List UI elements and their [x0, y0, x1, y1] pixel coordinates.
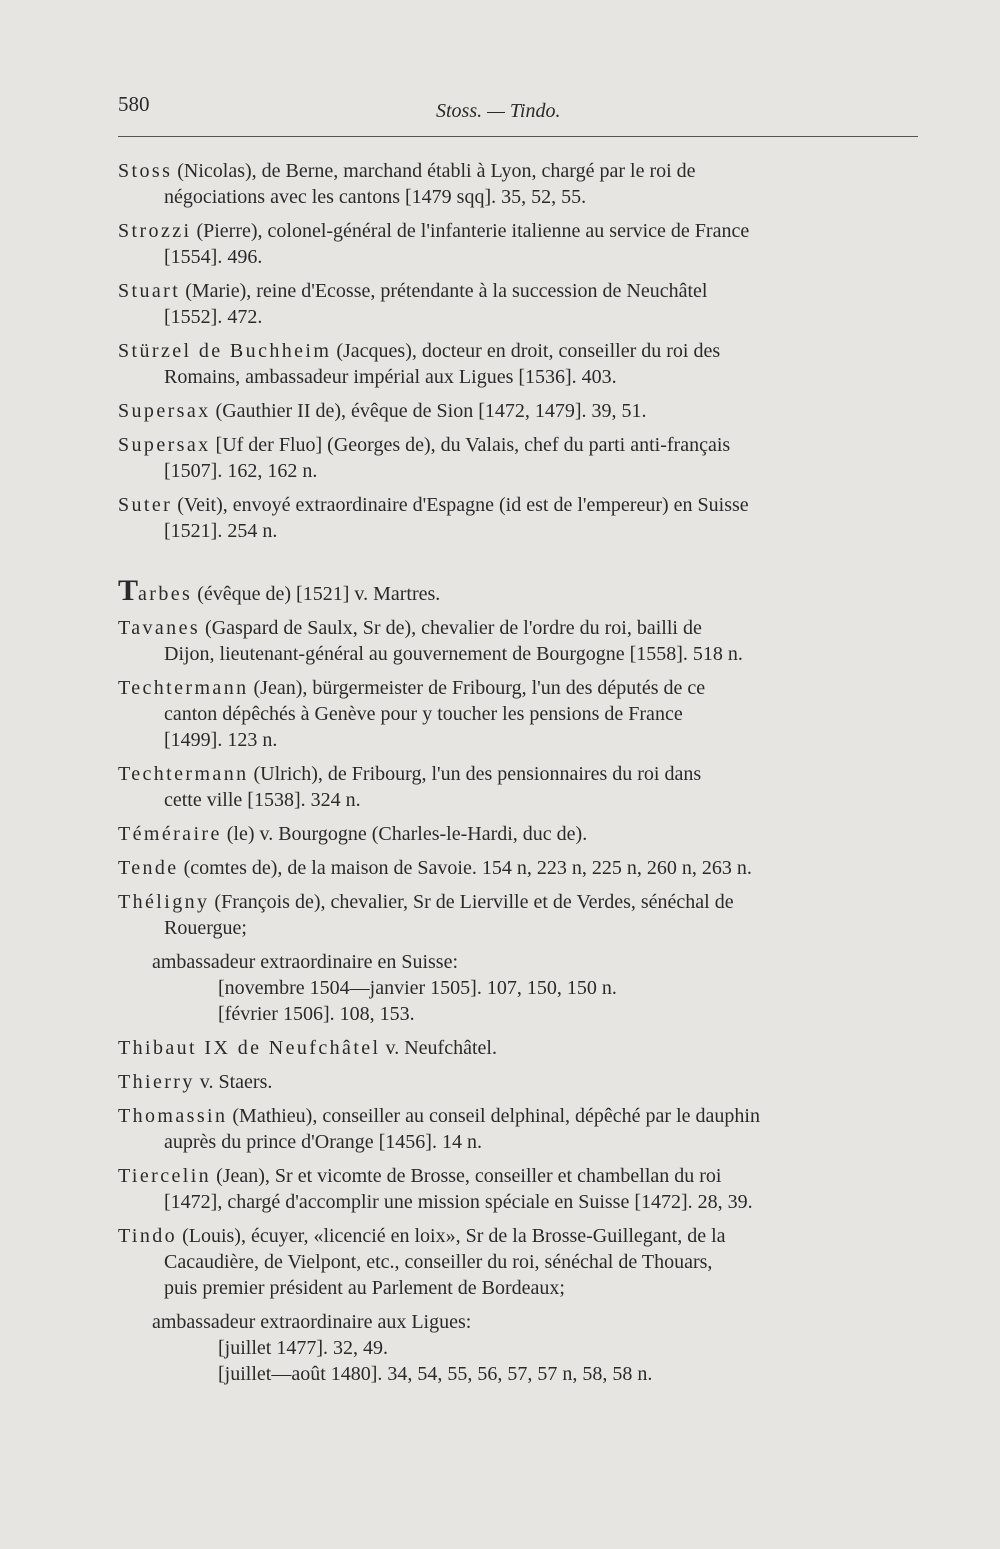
- entry-continuation-line: [118, 1249, 910, 1275]
- entry-first-line: [118, 492, 910, 518]
- entry-headword: Thibaut IX de Neufchâtel: [118, 1037, 381, 1059]
- entry-headword: Thomassin: [118, 1105, 228, 1127]
- entry-text: (Jacques), docteur en droit, conseiller du roi des: [336, 340, 721, 362]
- entry-text: (Louis), écuyer, «licencié en loix», Sr de la Brosse-Guillegant, de la: [182, 1225, 726, 1247]
- sub-entry: [118, 1309, 910, 1387]
- index-entry: [118, 1223, 910, 1301]
- index-entry: [118, 398, 910, 424]
- index-block-s: [118, 158, 910, 552]
- entry-continuation-line: [118, 1129, 910, 1155]
- entry-first-line: [118, 432, 910, 458]
- entry-text: [Uf der Fluo] (Georges de), du Valais, chef du parti anti-français: [215, 434, 731, 456]
- entry-first-line: [118, 158, 910, 184]
- index-entry: [118, 761, 910, 813]
- entry-text: auprès du prince d'Orange [1456]. 14 n.: [164, 1131, 482, 1153]
- index-entry: [118, 1035, 910, 1061]
- entry-headword: Tindo: [118, 1225, 178, 1247]
- entry-headword: Supersax: [118, 400, 211, 422]
- entry-headword: Tiercelin: [118, 1165, 212, 1187]
- sub-item: [juillet 1477]. 32, 49.: [218, 1337, 388, 1359]
- entry-text: Romains, ambassadeur impérial aux Ligues [1536]. 403.: [164, 366, 617, 388]
- sub-heading: ambassadeur extraordinaire aux Ligues:: [152, 1311, 472, 1333]
- entry-text: (Ulrich), de Fribourg, l'un des pensionnaires du roi dans: [253, 763, 702, 785]
- entry-headword: Théligny: [118, 891, 210, 913]
- entry-text: (Jean), bürgermeister de Fribourg, l'un des députés de ce: [253, 677, 706, 699]
- entry-text: cette ville [1538]. 324 n.: [164, 789, 361, 811]
- entry-continuation-line: [118, 727, 910, 753]
- index-entry: [118, 1069, 910, 1095]
- index-entry: [118, 855, 910, 881]
- entry-first-line: [118, 855, 910, 881]
- entry-text: [1507]. 162, 162 n.: [164, 460, 318, 482]
- sub-item: [juillet—août 1480]. 34, 54, 55, 56, 57, 57 n, 58, 58 n.: [218, 1363, 653, 1385]
- index-entry: [118, 218, 910, 270]
- entry-headword: Stoss: [118, 160, 173, 182]
- entry-text: Cacaudière, de Vielpont, etc., conseiller du roi, sénéchal de Thouars,: [164, 1251, 713, 1273]
- entry-continuation-line: [118, 518, 910, 544]
- index-entry: [118, 675, 910, 753]
- index-entry: [118, 492, 910, 544]
- index-entry-tarbes: [118, 578, 910, 607]
- entry-first-line: [118, 578, 910, 607]
- sub-item: [février 1506]. 108, 153.: [218, 1003, 415, 1025]
- entry-continuation-line: [118, 787, 910, 813]
- running-title: Stoss. — Tindo.: [436, 100, 561, 122]
- entry-headword: Supersax: [118, 434, 211, 456]
- entry-text: (Veit), envoyé extraordinaire d'Espagne (id est de l'empereur) en Suisse: [177, 494, 749, 516]
- entry-continuation-line: [118, 701, 910, 727]
- entry-text: puis premier président au Parlement de Bordeaux;: [164, 1277, 565, 1299]
- index-entry: [118, 1103, 910, 1155]
- entry-first-line: [118, 398, 910, 424]
- entry-continuation-line: [118, 1189, 910, 1215]
- header-rule: [118, 136, 918, 137]
- entry-text: (Pierre), colonel-général de l'infanterie italienne au service de France: [196, 220, 750, 242]
- entry-continuation-line: [118, 244, 910, 270]
- entry-text: [1499]. 123 n.: [164, 729, 278, 751]
- sub-item: [novembre 1504—janvier 1505]. 107, 150, 150 n.: [218, 977, 617, 999]
- index-entry: [118, 615, 910, 667]
- entry-text: (Gauthier II de), évêque de Sion [1472, 1479]. 39, 51.: [215, 400, 647, 422]
- entry-text: canton dépêchés à Genève pour y toucher les pensions de France: [164, 703, 683, 725]
- entry-first-line: [118, 338, 910, 364]
- entry-first-line: [118, 821, 910, 847]
- index-entry: [118, 821, 910, 847]
- entry-headword: Strozzi: [118, 220, 192, 242]
- sub-entry: [118, 949, 910, 1027]
- entry-headword: Stürzel de Buchheim: [118, 340, 332, 362]
- index-block-t: [118, 578, 910, 1395]
- entry-text: négociations avec les cantons [1479 sqq]. 35, 52, 55.: [164, 186, 587, 208]
- entry-continuation-line: [118, 184, 910, 210]
- entry-text: (Jean), Sr et vicomte de Brosse, conseiller et chambellan du roi: [216, 1165, 722, 1187]
- entry-headword: Stuart: [118, 280, 181, 302]
- index-entry: [118, 278, 910, 330]
- entry-text: [1552]. 472.: [164, 306, 263, 328]
- index-entry: [118, 889, 910, 941]
- entry-headword: [118, 578, 193, 607]
- entry-first-line: [118, 761, 910, 787]
- entry-first-line: [118, 1223, 910, 1249]
- entry-first-line: [118, 1163, 910, 1189]
- entry-first-line: [118, 278, 910, 304]
- entry-headword: Tende: [118, 857, 179, 879]
- page-header: [118, 92, 918, 132]
- entry-continuation-line: [118, 915, 910, 941]
- entry-first-line: [118, 615, 910, 641]
- entry-first-line: [118, 675, 910, 701]
- entry-first-line: [118, 1069, 910, 1095]
- entry-first-line: [118, 1103, 910, 1129]
- entry-text: (Marie), reine d'Ecosse, prétendante à la succession de Neuchâtel: [185, 280, 708, 302]
- entry-continuation-line: [118, 304, 910, 330]
- entry-text: Rouergue;: [164, 917, 247, 939]
- entry-first-line: [118, 1035, 910, 1061]
- entry-text: (François de), chevalier, Sr de Lierville et de Verdes, sénéchal de: [214, 891, 734, 913]
- entry-text: (Nicolas), de Berne, marchand établi à Lyon, chargé par le roi de: [177, 160, 696, 182]
- entry-first-line: [118, 889, 910, 915]
- section-initial-letter: T: [118, 578, 139, 607]
- entry-text: [1554]. 496.: [164, 246, 263, 268]
- entry-text: [1472], chargé d'accomplir une mission spéciale en Suisse [1472]. 28, 39.: [164, 1191, 753, 1213]
- entry-headword: Suter: [118, 494, 173, 516]
- entry-text: v. Staers.: [199, 1071, 273, 1093]
- index-entry: [118, 1163, 910, 1215]
- entry-headword: Tavanes: [118, 617, 201, 639]
- entry-text: (Gaspard de Saulx, Sr de), chevalier de l'ordre du roi, bailli de: [205, 617, 702, 639]
- index-entry: [118, 338, 910, 390]
- entry-continuation-line: [118, 458, 910, 484]
- entry-text: (comtes de), de la maison de Savoie. 154 n, 223 n, 225 n, 260 n, 263 n.: [183, 857, 752, 879]
- entry-headword: Thierry: [118, 1071, 195, 1093]
- index-entry: [118, 158, 910, 210]
- entry-text: (évêque de) [1521] v. Martres.: [197, 583, 441, 605]
- index-entry: [118, 432, 910, 484]
- entry-continuation-line: [118, 1275, 910, 1301]
- entry-text: Dijon, lieutenant-général au gouvernement de Bourgogne [1558]. 518 n.: [164, 643, 743, 665]
- entry-text: [1521]. 254 n.: [164, 520, 278, 542]
- sub-heading: ambassadeur extraordinaire en Suisse:: [152, 951, 459, 973]
- entry-continuation-line: [118, 641, 910, 667]
- entry-headword: Téméraire: [118, 823, 222, 845]
- entry-text: (le) v. Bourgogne (Charles-le-Hardi, duc de).: [226, 823, 588, 845]
- page-number: 580: [118, 92, 150, 116]
- entry-text: (Mathieu), conseiller au conseil delphinal, dépêché par le dauphin: [232, 1105, 760, 1127]
- entry-text: v. Neufchâtel.: [385, 1037, 497, 1059]
- headword-rest: arbes: [138, 583, 193, 605]
- entry-first-line: [118, 218, 910, 244]
- entry-headword: Techtermann: [118, 677, 249, 699]
- entry-headword: Techtermann: [118, 763, 249, 785]
- entry-continuation-line: [118, 364, 910, 390]
